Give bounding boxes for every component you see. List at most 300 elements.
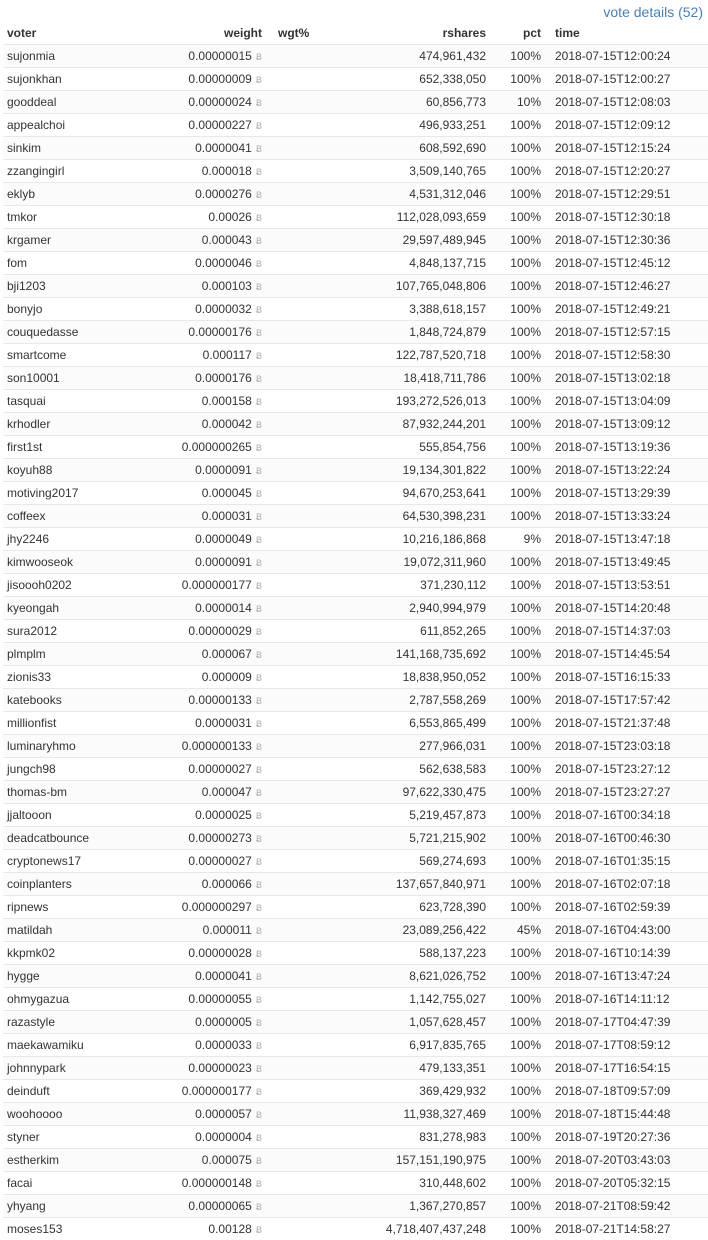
table-row <box>3 459 708 482</box>
voter-link[interactable]: son10001 <box>7 371 60 385</box>
voter-link[interactable]: koyuh88 <box>7 463 52 477</box>
wgt-pct-cell <box>262 919 323 942</box>
voter-cell <box>3 1195 147 1218</box>
time-cell: 2018-07-15T13:29:39 <box>555 482 708 505</box>
weight-value: 0.0000031 <box>195 716 252 730</box>
steem-b-icon: Ƀ <box>256 306 262 316</box>
steem-b-icon: Ƀ <box>256 99 262 109</box>
time-cell: 2018-07-15T12:30:36 <box>555 229 708 252</box>
voter-link[interactable]: motiving2017 <box>7 486 78 500</box>
voter-link[interactable]: tmkor <box>7 210 37 224</box>
wgt-pct-cell <box>262 643 323 666</box>
wgt-pct-cell <box>262 896 323 919</box>
time-cell: 2018-07-16T02:07:18 <box>555 873 708 896</box>
rshares-cell: 1,142,755,027 <box>323 988 486 1011</box>
table-row <box>3 413 708 436</box>
steem-b-icon: Ƀ <box>256 766 262 776</box>
wgt-pct-cell <box>262 620 323 643</box>
rshares-cell: 23,089,256,422 <box>323 919 486 942</box>
pct-cell: 100% <box>486 206 555 229</box>
voter-link[interactable]: facai <box>7 1176 32 1190</box>
pct-cell: 100% <box>486 1218 555 1240</box>
steem-b-icon: Ƀ <box>256 1134 262 1144</box>
weight-value: 0.000066 <box>202 877 252 891</box>
voter-cell <box>3 689 147 712</box>
voter-link[interactable]: moses153 <box>7 1222 62 1236</box>
time-cell: 2018-07-15T12:45:12 <box>555 252 708 275</box>
voter-cell <box>3 528 147 551</box>
voter-link[interactable]: krgamer <box>7 233 51 247</box>
table-row <box>3 735 708 758</box>
vote-details-link[interactable]: vote details (52) <box>603 1 703 23</box>
wgt-pct-cell <box>262 1057 323 1080</box>
wgt-pct-cell <box>262 206 323 229</box>
wgt-pct-cell <box>262 298 323 321</box>
weight-value: 0.0000057 <box>195 1107 252 1121</box>
table-row <box>3 91 708 114</box>
voter-link[interactable]: bji1203 <box>7 279 46 293</box>
steem-b-icon: Ƀ <box>256 1042 262 1052</box>
rshares-cell: 87,932,244,201 <box>323 413 486 436</box>
rshares-cell: 479,133,351 <box>323 1057 486 1080</box>
wgt-pct-cell <box>262 1080 323 1103</box>
weight-value: 0.0000041 <box>195 141 252 155</box>
voter-link[interactable]: appealchoi <box>7 118 65 132</box>
table-row <box>3 160 708 183</box>
voter-cell <box>3 758 147 781</box>
voter-link[interactable]: sinkim <box>7 141 41 155</box>
voter-link[interactable]: jjaltooon <box>7 808 52 822</box>
steem-b-icon: Ƀ <box>256 260 262 270</box>
pct-cell: 100% <box>486 689 555 712</box>
voter-cell <box>3 367 147 390</box>
weight-cell <box>147 781 262 804</box>
pct-cell: 100% <box>486 1103 555 1126</box>
pct-cell: 100% <box>486 574 555 597</box>
table-row <box>3 1218 708 1240</box>
time-cell: 2018-07-19T20:27:36 <box>555 1126 708 1149</box>
weight-value: 0.0000049 <box>195 532 252 546</box>
steem-b-icon: Ƀ <box>256 881 262 891</box>
pct-cell: 100% <box>486 1057 555 1080</box>
rshares-cell: 19,072,311,960 <box>323 551 486 574</box>
table-row <box>3 827 708 850</box>
rshares-cell: 18,418,711,786 <box>323 367 486 390</box>
weight-value: 0.000075 <box>202 1153 252 1167</box>
wgt-pct-cell <box>262 597 323 620</box>
rshares-cell: 608,592,690 <box>323 137 486 160</box>
weight-cell <box>147 1080 262 1103</box>
weight-cell <box>147 758 262 781</box>
voter-link[interactable]: kkpmk02 <box>7 946 55 960</box>
voter-link[interactable]: coffeex <box>7 509 45 523</box>
rshares-cell: 1,848,724,879 <box>323 321 486 344</box>
voter-cell <box>3 781 147 804</box>
steem-b-icon: Ƀ <box>256 950 262 960</box>
pct-cell: 100% <box>486 1172 555 1195</box>
rshares-cell: 19,134,301,822 <box>323 459 486 482</box>
voter-link[interactable]: couquedasse <box>7 325 78 339</box>
weight-cell <box>147 1172 262 1195</box>
time-cell: 2018-07-20T05:32:15 <box>555 1172 708 1195</box>
rshares-cell: 112,028,093,659 <box>323 206 486 229</box>
weight-cell <box>147 597 262 620</box>
voter-cell <box>3 206 147 229</box>
pct-cell: 100% <box>486 643 555 666</box>
voter-link[interactable]: zzangingirl <box>7 164 64 178</box>
time-cell: 2018-07-16T01:35:15 <box>555 850 708 873</box>
voter-link[interactable]: bonyjo <box>7 302 42 316</box>
voter-link[interactable]: hygge <box>7 969 40 983</box>
weight-cell <box>147 528 262 551</box>
table-row <box>3 114 708 137</box>
voter-link[interactable]: sura2012 <box>7 624 57 638</box>
weight-cell <box>147 919 262 942</box>
voter-link[interactable]: eklyb <box>7 187 35 201</box>
voter-cell <box>3 114 147 137</box>
steem-b-icon: Ƀ <box>256 651 262 661</box>
rshares-cell: 1,367,270,857 <box>323 1195 486 1218</box>
time-cell: 2018-07-15T12:30:18 <box>555 206 708 229</box>
steem-b-icon: Ƀ <box>256 1180 262 1190</box>
steem-b-icon: Ƀ <box>256 283 262 293</box>
time-cell: 2018-07-16T00:34:18 <box>555 804 708 827</box>
table-row <box>3 390 708 413</box>
weight-value: 0.000000177 <box>182 578 252 592</box>
weight-cell <box>147 574 262 597</box>
column-header-rshares: rshares <box>323 22 486 45</box>
wgt-pct-cell <box>262 528 323 551</box>
time-cell: 2018-07-15T13:09:12 <box>555 413 708 436</box>
weight-value: 0.0000005 <box>195 1015 252 1029</box>
weight-cell <box>147 1218 262 1240</box>
voter-cell <box>3 574 147 597</box>
voter-link[interactable]: ohmygazua <box>7 992 69 1006</box>
table-row <box>3 689 708 712</box>
weight-value: 0.000043 <box>202 233 252 247</box>
steem-b-icon: Ƀ <box>256 191 262 201</box>
steem-b-icon: Ƀ <box>256 1226 262 1236</box>
voter-link[interactable]: gooddeal <box>7 95 56 109</box>
steem-b-icon: Ƀ <box>256 1065 262 1075</box>
voter-link[interactable]: kyeongah <box>7 601 59 615</box>
voter-cell <box>3 827 147 850</box>
steem-b-icon: Ƀ <box>256 605 262 615</box>
steem-b-icon: Ƀ <box>256 421 262 431</box>
weight-value: 0.000158 <box>202 394 252 408</box>
wgt-pct-cell <box>262 91 323 114</box>
weight-value: 0.000103 <box>202 279 252 293</box>
wgt-pct-cell <box>262 482 323 505</box>
weight-cell <box>147 183 262 206</box>
voter-link[interactable]: matildah <box>7 923 52 937</box>
voter-link[interactable]: jhy2246 <box>7 532 49 546</box>
wgt-pct-cell <box>262 781 323 804</box>
steem-b-icon: Ƀ <box>256 904 262 914</box>
weight-cell <box>147 1149 262 1172</box>
time-cell: 2018-07-16T14:11:12 <box>555 988 708 1011</box>
voter-cell <box>3 321 147 344</box>
voter-link[interactable]: ripnews <box>7 900 48 914</box>
voter-cell <box>3 896 147 919</box>
weight-cell <box>147 1011 262 1034</box>
pct-cell: 100% <box>486 1011 555 1034</box>
voter-cell <box>3 68 147 91</box>
voter-link[interactable]: cryptonews17 <box>7 854 81 868</box>
voter-cell <box>3 252 147 275</box>
voter-cell <box>3 735 147 758</box>
voter-cell <box>3 1034 147 1057</box>
weight-value: 0.000000265 <box>182 440 252 454</box>
voter-link[interactable]: sujonmia <box>7 49 55 63</box>
pct-cell: 100% <box>486 344 555 367</box>
voter-cell <box>3 919 147 942</box>
rshares-cell: 11,938,327,469 <box>323 1103 486 1126</box>
wgt-pct-cell <box>262 1149 323 1172</box>
steem-b-icon: Ƀ <box>256 559 262 569</box>
pct-cell: 100% <box>486 781 555 804</box>
wgt-pct-cell <box>262 321 323 344</box>
voter-cell <box>3 1149 147 1172</box>
table-row <box>3 919 708 942</box>
weight-value: 0.000117 <box>203 348 252 362</box>
steem-b-icon: Ƀ <box>256 1111 262 1121</box>
weight-value: 0.00000023 <box>188 1061 251 1075</box>
steem-b-icon: Ƀ <box>256 973 262 983</box>
voter-link[interactable]: katebooks <box>7 693 62 707</box>
pct-cell: 100% <box>486 252 555 275</box>
steem-b-icon: Ƀ <box>256 1157 262 1167</box>
table-row <box>3 712 708 735</box>
table-row <box>3 137 708 160</box>
steem-b-icon: Ƀ <box>256 927 262 937</box>
voter-link[interactable]: krhodler <box>7 417 50 431</box>
voter-cell <box>3 620 147 643</box>
voter-link[interactable]: johnnypark <box>7 1061 66 1075</box>
weight-value: 0.00000227 <box>188 118 251 132</box>
voter-link[interactable]: yhyang <box>7 1199 46 1213</box>
voter-link[interactable]: coinplanters <box>7 877 72 891</box>
pct-cell: 100% <box>486 367 555 390</box>
rshares-cell: 157,151,190,975 <box>323 1149 486 1172</box>
voter-cell <box>3 390 147 413</box>
column-header-wgt-pct: wgt% <box>262 22 323 45</box>
rshares-cell: 5,721,215,902 <box>323 827 486 850</box>
voter-cell <box>3 988 147 1011</box>
voter-link[interactable]: smartcome <box>7 348 66 362</box>
table-row <box>3 758 708 781</box>
rshares-cell: 1,057,628,457 <box>323 1011 486 1034</box>
voter-link[interactable]: maekawamiku <box>7 1038 84 1052</box>
pct-cell: 100% <box>486 390 555 413</box>
weight-value: 0.0000176 <box>195 371 252 385</box>
table-row <box>3 252 708 275</box>
table-row <box>3 45 708 68</box>
pct-cell: 100% <box>486 1195 555 1218</box>
voter-cell <box>3 160 147 183</box>
weight-cell <box>147 367 262 390</box>
voter-link[interactable]: woohoooo <box>7 1107 62 1121</box>
wgt-pct-cell <box>262 390 323 413</box>
time-cell: 2018-07-15T13:49:45 <box>555 551 708 574</box>
wgt-pct-cell <box>262 160 323 183</box>
steem-b-icon: Ƀ <box>256 789 262 799</box>
time-cell: 2018-07-15T12:49:21 <box>555 298 708 321</box>
pct-cell: 100% <box>486 1126 555 1149</box>
voter-link[interactable]: jungch98 <box>7 762 56 776</box>
table-row <box>3 1126 708 1149</box>
steem-b-icon: Ƀ <box>256 858 262 868</box>
voter-cell <box>3 1103 147 1126</box>
voter-cell <box>3 1080 147 1103</box>
weight-value: 0.00000015 <box>188 49 251 63</box>
rshares-cell: 555,854,756 <box>323 436 486 459</box>
pct-cell: 45% <box>486 919 555 942</box>
voter-link[interactable]: fom <box>7 256 27 270</box>
pct-cell: 100% <box>486 505 555 528</box>
time-cell: 2018-07-15T13:02:18 <box>555 367 708 390</box>
voter-link[interactable]: deinduft <box>7 1084 50 1098</box>
voter-link[interactable]: plmplm <box>7 647 46 661</box>
table-row <box>3 896 708 919</box>
pct-cell: 10% <box>486 91 555 114</box>
wgt-pct-cell <box>262 252 323 275</box>
voter-cell <box>3 505 147 528</box>
voter-cell <box>3 275 147 298</box>
time-cell: 2018-07-15T23:03:18 <box>555 735 708 758</box>
wgt-pct-cell <box>262 827 323 850</box>
weight-cell <box>147 965 262 988</box>
weight-cell <box>147 988 262 1011</box>
rshares-cell: 6,553,865,499 <box>323 712 486 735</box>
rshares-cell: 652,338,050 <box>323 68 486 91</box>
rshares-cell: 588,137,223 <box>323 942 486 965</box>
voter-link[interactable]: zionis33 <box>7 670 51 684</box>
voter-link[interactable]: deadcatbounce <box>7 831 89 845</box>
rshares-cell: 193,272,526,013 <box>323 390 486 413</box>
table-row <box>3 597 708 620</box>
table-row <box>3 1149 708 1172</box>
wgt-pct-cell <box>262 45 323 68</box>
voter-link[interactable]: first1st <box>7 440 42 454</box>
wgt-pct-cell <box>262 1034 323 1057</box>
weight-value: 0.000011 <box>203 923 252 937</box>
time-cell: 2018-07-15T12:00:27 <box>555 68 708 91</box>
rshares-cell: 2,940,994,979 <box>323 597 486 620</box>
steem-b-icon: Ƀ <box>256 536 262 546</box>
pct-cell: 100% <box>486 68 555 91</box>
pct-cell: 100% <box>486 551 555 574</box>
pct-cell: 100% <box>486 827 555 850</box>
weight-value: 0.00000028 <box>188 946 251 960</box>
weight-value: 0.0000025 <box>195 808 252 822</box>
pct-cell: 100% <box>486 413 555 436</box>
pct-cell: 100% <box>486 275 555 298</box>
voter-link[interactable]: sujonkhan <box>7 72 62 86</box>
time-cell: 2018-07-15T14:37:03 <box>555 620 708 643</box>
weight-value: 0.0000046 <box>195 256 252 270</box>
time-cell: 2018-07-15T12:00:24 <box>555 45 708 68</box>
wgt-pct-cell <box>262 574 323 597</box>
weight-cell <box>147 275 262 298</box>
voter-cell <box>3 850 147 873</box>
pct-cell: 100% <box>486 459 555 482</box>
rshares-cell: 10,216,186,868 <box>323 528 486 551</box>
wgt-pct-cell <box>262 1172 323 1195</box>
steem-b-icon: Ƀ <box>256 628 262 638</box>
time-cell: 2018-07-16T04:43:00 <box>555 919 708 942</box>
time-cell: 2018-07-15T23:27:27 <box>555 781 708 804</box>
weight-cell <box>147 68 262 91</box>
voter-link[interactable]: razastyle <box>7 1015 55 1029</box>
weight-cell <box>147 804 262 827</box>
steem-b-icon: Ƀ <box>256 122 262 132</box>
wgt-pct-cell <box>262 413 323 436</box>
voter-link[interactable]: jisoooh0202 <box>7 578 72 592</box>
voter-link[interactable]: luminaryhmo <box>7 739 76 753</box>
table-row <box>3 965 708 988</box>
steem-b-icon: Ƀ <box>256 53 262 63</box>
wgt-pct-cell <box>262 344 323 367</box>
voter-link[interactable]: thomas-bm <box>7 785 67 799</box>
rshares-cell: 5,219,457,873 <box>323 804 486 827</box>
wgt-pct-cell <box>262 505 323 528</box>
weight-cell <box>147 482 262 505</box>
weight-cell <box>147 390 262 413</box>
weight-cell <box>147 206 262 229</box>
pct-cell: 100% <box>486 1034 555 1057</box>
table-row <box>3 850 708 873</box>
wgt-pct-cell <box>262 68 323 91</box>
table-row <box>3 873 708 896</box>
time-cell: 2018-07-21T08:59:42 <box>555 1195 708 1218</box>
rshares-cell: 4,718,407,437,248 <box>323 1218 486 1240</box>
table-row <box>3 1057 708 1080</box>
voter-cell <box>3 666 147 689</box>
voter-link[interactable]: estherkim <box>7 1153 59 1167</box>
pct-cell: 100% <box>486 183 555 206</box>
table-row <box>3 1195 708 1218</box>
steem-b-icon: Ƀ <box>256 352 262 362</box>
table-row <box>3 643 708 666</box>
steem-b-icon: Ƀ <box>256 329 262 339</box>
weight-cell <box>147 436 262 459</box>
pct-cell: 100% <box>486 321 555 344</box>
time-cell: 2018-07-15T14:20:48 <box>555 597 708 620</box>
wgt-pct-cell <box>262 275 323 298</box>
voter-link[interactable]: tasquai <box>7 394 46 408</box>
voter-link[interactable]: millionfist <box>7 716 56 730</box>
wgt-pct-cell <box>262 137 323 160</box>
weight-cell <box>147 505 262 528</box>
time-cell: 2018-07-20T03:43:03 <box>555 1149 708 1172</box>
steem-b-icon: Ƀ <box>256 743 262 753</box>
weight-value: 0.0000276 <box>195 187 252 201</box>
wgt-pct-cell <box>262 114 323 137</box>
voter-link[interactable]: kimwooseok <box>7 555 73 569</box>
pct-cell: 100% <box>486 666 555 689</box>
weight-cell <box>147 827 262 850</box>
voter-link[interactable]: styner <box>7 1130 40 1144</box>
pct-cell: 100% <box>486 620 555 643</box>
time-cell: 2018-07-17T04:47:39 <box>555 1011 708 1034</box>
weight-value: 0.00000065 <box>188 1199 251 1213</box>
voter-cell <box>3 413 147 436</box>
rshares-cell: 141,168,735,692 <box>323 643 486 666</box>
rshares-cell: 569,274,693 <box>323 850 486 873</box>
time-cell: 2018-07-16T13:47:24 <box>555 965 708 988</box>
time-cell: 2018-07-15T12:09:12 <box>555 114 708 137</box>
